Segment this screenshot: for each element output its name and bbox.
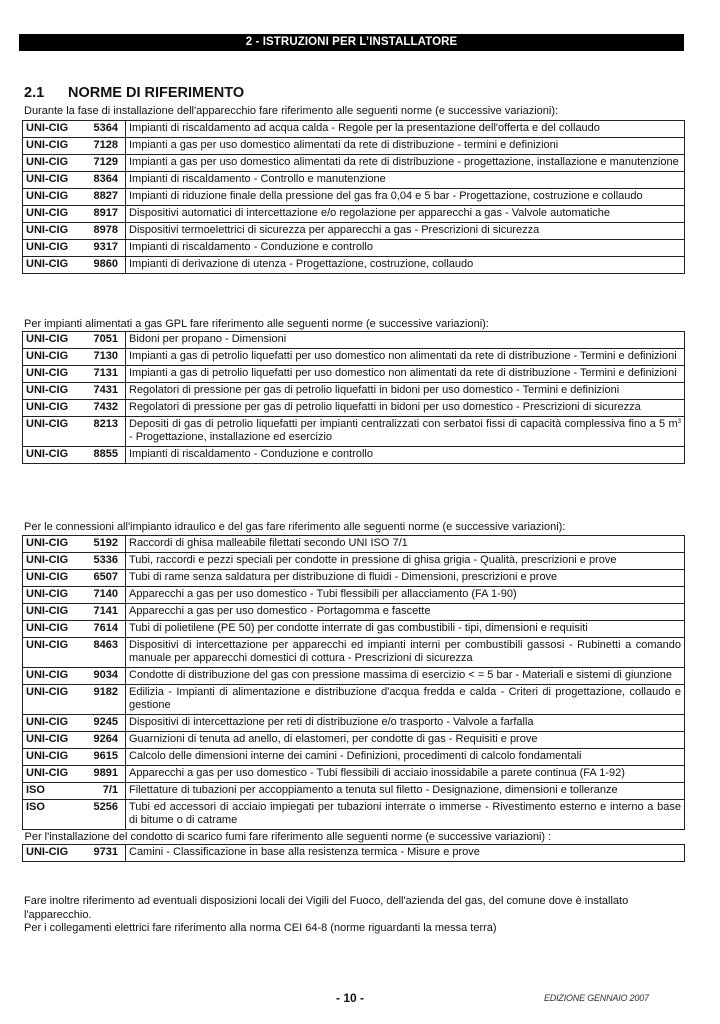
norm-description-cell [126, 845, 685, 862]
norm-organization: UNI-CIG [26, 190, 69, 202]
norm-code-cell [23, 366, 126, 383]
norm-number: 6507 [93, 571, 118, 583]
norm-description: Edilizia - Impianti di alimentazione e distribuzione d'acqua fredda e calda - Criteri di progettazione, collaudo e gestione [129, 686, 681, 711]
norm-description-cell [126, 715, 685, 732]
norm-description-cell [126, 349, 685, 366]
norm-organization: UNI-CIG [26, 448, 69, 460]
norm-description-cell [126, 417, 685, 447]
norm-organization: UNI-CIG [26, 588, 69, 600]
norm-description: Impianti a gas di petrolio liquefatti per uso domestico non alimentati da rete di distribuzione - Termini e definizioni [129, 350, 677, 362]
norm-organization: UNI-CIG [26, 605, 69, 617]
norm-description: Apparecchi a gas per uso domestico - Tubi flessibili per allacciamento (FA 1-90) [129, 588, 517, 600]
norm-description-cell [126, 223, 685, 240]
group-4-intro: Per l'installazione del condotto di scarico fumi fare riferimento alle seguenti norme (e successive variazioni) : [23, 830, 685, 845]
norm-description-cell [126, 172, 685, 189]
norm-row [23, 417, 685, 447]
group-3-intro: Per le connessioni all'impianto idraulico e del gas fare riferimento alle seguenti norme (e successive variazioni): [24, 521, 566, 533]
norm-code-cell [23, 417, 126, 447]
norm-description-cell [126, 621, 685, 638]
norm-code-cell [23, 155, 126, 172]
norm-code-cell [23, 715, 126, 732]
norm-description: Impianti di riscaldamento ad acqua calda - Regole per la presentazione dell'offerta e del collaudo [129, 122, 600, 134]
norm-code-cell [23, 783, 126, 800]
section-title: NORME DI RIFERIMENTO [68, 85, 245, 101]
norm-number: 7141 [93, 605, 118, 617]
norm-row [23, 223, 685, 240]
norm-description-cell [126, 732, 685, 749]
norm-description: Tubi di rame senza saldatura per distribuzione di fluidi - Dimensioni, prescrizioni e prove [129, 571, 558, 583]
norm-code-cell [23, 621, 126, 638]
norm-description-cell [126, 332, 685, 349]
norm-description: Dispositivi di intercettazione per apparecchi ed impianti interni per combustibili gassosi - Rubinetti a comando manuale per apparecchi domestici di cottura - Prescrizioni di sicurezza [129, 639, 681, 664]
norm-row [23, 800, 685, 830]
norm-description-cell [126, 570, 685, 587]
norm-row [23, 400, 685, 417]
norm-row [23, 587, 685, 604]
norm-description: Regolatori di pressione per gas di petrolio liquefatti in bidoni per uso domestico - Termini e definizioni [129, 384, 620, 396]
norm-number: 5256 [93, 801, 118, 813]
norm-row [23, 349, 685, 366]
norm-number: 7130 [93, 350, 118, 362]
norm-row [23, 383, 685, 400]
norm-number: 8463 [93, 639, 118, 651]
norms-table-general [22, 120, 685, 274]
norm-code-cell [23, 138, 126, 155]
norm-description: Impianti a gas per uso domestico alimentati da rete di distribuzione - progettazione, installazione e manutenzione [129, 156, 679, 168]
norm-number: 7431 [93, 384, 118, 396]
norm-description-cell [126, 749, 685, 766]
norm-code-cell [23, 749, 126, 766]
norm-code-cell [23, 257, 126, 274]
norm-description-cell [126, 638, 685, 668]
norm-code-cell [23, 332, 126, 349]
norm-description-continued: - Progettazione, installazione ed esercizio [129, 431, 333, 443]
norm-code-cell [23, 685, 126, 715]
norm-row [23, 240, 685, 257]
norm-description-cell [126, 587, 685, 604]
norm-code-cell [23, 587, 126, 604]
norm-organization: UNI-CIG [26, 122, 69, 134]
norm-organization: UNI-CIG [26, 622, 69, 634]
norm-row [23, 685, 685, 715]
norm-organization: UNI-CIG [26, 669, 69, 681]
norm-organization: UNI-CIG [26, 716, 69, 728]
norm-number: 9034 [93, 669, 118, 681]
norm-description-cell [126, 553, 685, 570]
norm-description-cell [126, 400, 685, 417]
norm-number: 7432 [93, 401, 118, 413]
norm-code-cell [23, 845, 126, 862]
norm-row [23, 257, 685, 274]
norm-organization: UNI-CIG [26, 173, 69, 185]
norm-row [23, 638, 685, 668]
norm-description: Condotte di distribuzione del gas con pressione massima di esercizio < = 5 bar - Materiali e sistemi di giunzione [129, 669, 672, 681]
norm-organization: UNI-CIG [26, 224, 69, 236]
norm-description: Impianti di riscaldamento - Controllo e manutenzione [129, 173, 386, 185]
norm-description: Tubi di polietilene (PE 50) per condotte interrate di gas combustibili - tipi, dimensioni e requisiti [129, 622, 588, 634]
norm-number: 7131 [93, 367, 118, 379]
group-4-intro-row [23, 830, 685, 845]
norm-description: Dispositivi termoelettrici di sicurezza per apparecchi a gas - Prescrizioni di sicurezza [129, 224, 540, 236]
norm-code-cell [23, 349, 126, 366]
norm-organization: ISO [26, 784, 45, 796]
norm-row [23, 189, 685, 206]
norm-number: 9891 [93, 767, 118, 779]
norm-number: 9264 [93, 733, 118, 745]
norm-row [23, 604, 685, 621]
norm-row [23, 570, 685, 587]
footer-note-fire-dept: Fare inoltre riferimento ad eventuali disposizioni locali dei Vigili del Fuoco, dell'azienda del gas, del comune dove è installato l'apparecchio. [24, 895, 629, 921]
norm-description: Raccordi di ghisa malleabile filettati secondo UNI ISO 7/1 [129, 537, 408, 549]
norm-organization: UNI-CIG [26, 686, 69, 698]
norm-number: 8364 [93, 173, 118, 185]
norm-description: Bidoni per propano - Dimensioni [129, 333, 287, 345]
norm-description-cell [126, 155, 685, 172]
norm-organization: UNI-CIG [26, 418, 69, 430]
norm-organization: UNI-CIG [26, 846, 69, 858]
norm-code-cell [23, 553, 126, 570]
norm-code-cell [23, 668, 126, 685]
norm-code-cell [23, 189, 126, 206]
section-number: 2.1 [24, 85, 45, 101]
norm-description: Filettature di tubazioni per accoppiamento a tenuta sul filetto - Designazione, dimensioni e tolleranze [129, 784, 618, 796]
norm-row [23, 783, 685, 800]
norm-code-cell [23, 206, 126, 223]
norm-code-cell [23, 240, 126, 257]
norm-code-cell [23, 383, 126, 400]
norm-description: Impianti di riscaldamento - Conduzione e controllo [129, 241, 373, 253]
norm-description-cell [126, 604, 685, 621]
norm-organization: UNI-CIG [26, 571, 69, 583]
footer-note-electrical: Per i collegamenti elettrici fare riferimento alla norma CEI 64-8 (norme riguardanti la messa terra) [24, 922, 497, 934]
norm-code-cell [23, 121, 126, 138]
chapter-title: 2 - ISTRUZIONI PER L’INSTALLATORE [245, 36, 458, 48]
norm-code-cell [23, 447, 126, 464]
norm-organization: UNI-CIG [26, 733, 69, 745]
norm-organization: ISO [26, 801, 45, 813]
norm-number: 8213 [93, 418, 118, 430]
norm-organization: UNI-CIG [26, 401, 69, 413]
norm-number: 8978 [93, 224, 118, 236]
chapter-header-bar [19, 34, 684, 51]
norm-row [23, 766, 685, 783]
norm-organization: UNI-CIG [26, 241, 69, 253]
norm-description: Camini - Classificazione in base alla resistenza termica - Misure e prove [129, 846, 480, 858]
norm-description-cell [126, 685, 685, 715]
norm-description: Impianti a gas di petrolio liquefatti per uso domestico non alimentati da rete di distribuzione - Termini e definizioni [129, 367, 677, 379]
norm-number: 9317 [93, 241, 118, 253]
norm-number: 9731 [93, 846, 118, 858]
norm-row [23, 536, 685, 553]
norm-row [23, 447, 685, 464]
norm-number: 7/1 [102, 784, 118, 796]
norm-code-cell [23, 766, 126, 783]
norm-row [23, 715, 685, 732]
norm-code-cell [23, 638, 126, 668]
norm-organization: UNI-CIG [26, 156, 69, 168]
norm-code-cell [23, 800, 126, 830]
norm-number: 5192 [93, 537, 118, 549]
norm-description: Guarnizioni di tenuta ad anello, di elastomeri, per condotte di gas - Requisiti e prove [129, 733, 538, 745]
norm-row [23, 206, 685, 223]
norm-organization: UNI-CIG [26, 350, 69, 362]
norm-number: 7051 [93, 333, 118, 345]
norm-row [23, 366, 685, 383]
norm-code-cell [23, 223, 126, 240]
norm-description-cell [126, 766, 685, 783]
norm-description: Depositi di gas di petrolio liquefatti per impianti centralizzati con serbatoi fissi di capacità complessiva fino a 5 m [129, 418, 678, 430]
norm-row [23, 155, 685, 172]
norm-row [23, 749, 685, 766]
norm-organization: UNI-CIG [26, 367, 69, 379]
norm-organization: UNI-CIG [26, 554, 69, 566]
page-number: - 10 - [336, 991, 365, 1005]
norm-description-cell [126, 783, 685, 800]
norm-organization: UNI-CIG [26, 207, 69, 219]
norm-organization: UNI-CIG [26, 767, 69, 779]
norm-code-cell [23, 570, 126, 587]
norm-description: Calcolo delle dimensioni interne dei camini - Definizioni, procedimenti di calcolo fondamentali [129, 750, 582, 762]
norm-description-cell [126, 257, 685, 274]
norm-number: 7614 [93, 622, 118, 634]
norm-row [23, 121, 685, 138]
norm-description: Impianti a gas per uso domestico alimentati da rete di distribuzione - termini e definizioni [129, 139, 559, 151]
norm-description-cell [126, 189, 685, 206]
norm-description-cell [126, 383, 685, 400]
norm-number: 8855 [93, 448, 118, 460]
norm-number: 8827 [93, 190, 118, 202]
norm-description-cell [126, 206, 685, 223]
norm-number: 7140 [93, 588, 118, 600]
norm-organization: UNI-CIG [26, 750, 69, 762]
norm-description-cell [126, 447, 685, 464]
norm-row [23, 668, 685, 685]
norm-code-cell [23, 604, 126, 621]
superscript: 3 [677, 419, 681, 425]
norm-number: 5364 [93, 122, 118, 134]
norm-description-cell [126, 240, 685, 257]
norm-description-cell [126, 536, 685, 553]
norm-code-cell [23, 400, 126, 417]
norm-description: Impianti di derivazione di utenza - Progettazione, costruzione, collaudo [129, 258, 474, 270]
norm-number: 9860 [93, 258, 118, 270]
norm-description-cell [126, 138, 685, 155]
norm-row [23, 621, 685, 638]
norm-description-cell [126, 668, 685, 685]
norm-description: Tubi ed accessori di acciaio impiegati per tubazioni interrate o immerse - Rivestimento esterno e interno a base di bitume o di catrame [129, 801, 681, 826]
norm-row [23, 732, 685, 749]
norm-row [23, 172, 685, 189]
norm-row [23, 138, 685, 155]
norm-description-cell [126, 121, 685, 138]
norms-table-connections [22, 535, 685, 862]
norm-number: 7129 [93, 156, 118, 168]
norm-description: Impianti di riduzione finale della pressione del gas fra 0,04 e 5 bar - Progettazione, costruzione e collaudo [129, 190, 643, 202]
norm-description: Regolatori di pressione per gas di petrolio liquefatti in bidoni per uso domestico - Prescrizioni di sicurezza [129, 401, 641, 413]
section-heading [24, 85, 244, 101]
norm-organization: UNI-CIG [26, 639, 69, 651]
norm-description: Impianti di riscaldamento - Conduzione e controllo [129, 448, 373, 460]
norm-row [23, 553, 685, 570]
group-2-intro: Per impianti alimentati a gas GPL fare riferimento alle seguenti norme (e successive variazioni): [24, 318, 489, 330]
norm-number: 9615 [93, 750, 118, 762]
group-1-intro: Durante la fase di installazione dell'apparecchio fare riferimento alle seguenti norme (e successive variazioni): [24, 105, 559, 117]
footer-notes [24, 895, 684, 936]
norm-description: Dispositivi di intercettazione per reti di distribuzione e/o trasporto - Valvole a farfalla [129, 716, 534, 728]
edition-label: EDIZIONE GENNAIO 2007 [544, 993, 649, 1003]
norm-code-cell [23, 732, 126, 749]
norm-organization: UNI-CIG [26, 384, 69, 396]
norm-row [23, 845, 685, 862]
norm-code-cell [23, 172, 126, 189]
norm-organization: UNI-CIG [26, 139, 69, 151]
norm-description: Tubi, raccordi e pezzi speciali per condotte in pressione di ghisa grigia - Qualità, prescrizioni e prove [129, 554, 617, 566]
norm-description: Dispositivi automatici di intercettazione e/o regolazione per apparecchi a gas - Valvole automatiche [129, 207, 611, 219]
norm-description: Apparecchi a gas per uso domestico - Portagomma e fascette [129, 605, 431, 617]
norm-number: 8917 [93, 207, 118, 219]
norm-description-cell [126, 366, 685, 383]
norm-number: 5336 [93, 554, 118, 566]
norm-organization: UNI-CIG [26, 258, 69, 270]
norm-number: 7128 [93, 139, 118, 151]
norm-number: 9245 [93, 716, 118, 728]
norm-code-cell [23, 536, 126, 553]
norms-table-gpl [22, 331, 685, 464]
norm-row [23, 332, 685, 349]
norm-organization: UNI-CIG [26, 333, 69, 345]
norm-description-cell [126, 800, 685, 830]
norm-number: 9182 [93, 686, 118, 698]
norm-description: Apparecchi a gas per uso domestico - Tubi flessibili di acciaio inossidabile a parete continua (FA 1-92) [129, 767, 625, 779]
norm-organization: UNI-CIG [26, 537, 69, 549]
